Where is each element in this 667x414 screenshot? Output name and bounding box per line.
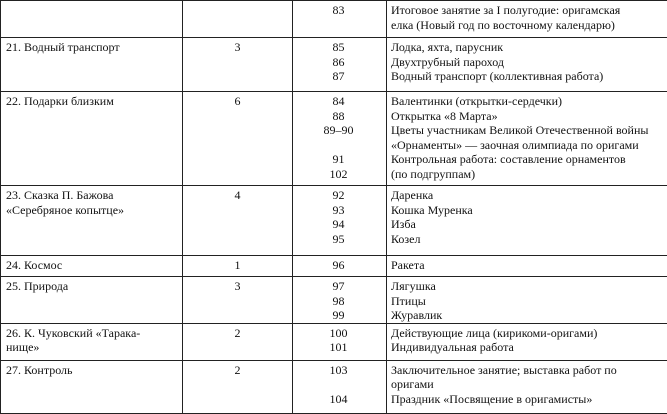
lesson-numbers-cell — [293, 38, 387, 92]
topic-text: 22. Подарки близким — [6, 94, 178, 109]
lesson-numbers-cell — [293, 277, 387, 324]
lesson-numbers-cell — [293, 92, 387, 186]
topic-text: 25. Природа — [6, 279, 178, 294]
lesson-number: 84 — [293, 94, 384, 109]
lesson-title: Итоговое занятие за I полугодие: оригамская — [391, 3, 663, 18]
table-row — [1, 38, 667, 92]
lessons-cell — [387, 256, 667, 277]
lesson-number: 100 — [293, 326, 384, 341]
hours-cell — [183, 186, 293, 256]
hours-value: 3 — [183, 40, 292, 55]
topic-text: 27. Контроль — [6, 363, 178, 378]
table-row — [1, 92, 667, 186]
lesson-title: Действующие лица (кирикоми-оригами) — [391, 326, 663, 341]
topic-text: 21. Водный транспорт — [6, 40, 178, 55]
lessons-cell — [387, 1, 667, 38]
lesson-title: Журавлик — [391, 308, 663, 323]
hours-cell — [183, 38, 293, 92]
lesson-title: Водный транспорт (коллективная работа) — [391, 69, 663, 84]
lesson-numbers-cell — [293, 323, 387, 360]
lesson-title: «Орнаменты» — заочная олимпиада по оригами — [391, 138, 663, 153]
table-row — [1, 256, 667, 277]
lessons-cell — [387, 186, 667, 256]
lesson-numbers-cell — [293, 186, 387, 256]
lesson-numbers-cell — [293, 360, 387, 413]
lesson-title: Козел — [391, 232, 663, 247]
lesson-title: Цветы участникам Великой Отечественной войны — [391, 123, 663, 138]
topic-cell — [1, 92, 183, 186]
lessons-cell — [387, 38, 667, 92]
lesson-number: 88 — [293, 109, 384, 124]
topic-text: 23. Сказка П. Бажова — [6, 188, 178, 203]
lesson-title: Контрольная работа: составление орнаментов — [391, 152, 663, 167]
topic-cell — [1, 186, 183, 256]
table-row — [1, 1, 667, 38]
lesson-title: Кошка Муренка — [391, 203, 663, 218]
topic-text: нище» — [6, 340, 178, 355]
table-row — [1, 323, 667, 360]
topic-cell — [1, 360, 183, 413]
hours-value: 3 — [183, 279, 292, 294]
lesson-title: оригами — [391, 377, 663, 392]
table-row — [1, 277, 667, 324]
lesson-number: 103 — [293, 363, 384, 378]
hours-cell — [183, 256, 293, 277]
lesson-number: 87 — [293, 69, 384, 84]
hours-cell — [183, 92, 293, 186]
lessons-cell — [387, 360, 667, 413]
topic-text: 26. К. Чуковский «Тарака- — [6, 326, 178, 341]
lesson-title: Двухтрубный пароход — [391, 55, 663, 70]
lesson-title: Даренка — [391, 188, 663, 203]
topic-cell — [1, 1, 183, 38]
lessons-cell — [387, 277, 667, 324]
lesson-number: 86 — [293, 55, 384, 70]
lesson-title: Изба — [391, 217, 663, 232]
lesson-title: Лодка, яхта, парусник — [391, 40, 663, 55]
topic-text: 24. Космос — [6, 258, 178, 273]
lesson-number: 92 — [293, 188, 384, 203]
hours-value: 1 — [183, 258, 292, 273]
lesson-title: Валентинки (открытки-сердечки) — [391, 94, 663, 109]
lesson-number: 97 — [293, 279, 384, 294]
spacer — [293, 377, 384, 392]
table-row — [1, 186, 667, 256]
topic-cell — [1, 256, 183, 277]
lesson-number: 85 — [293, 40, 384, 55]
hours-value: 2 — [183, 326, 292, 341]
lesson-number: 94 — [293, 217, 384, 232]
hours-value: 2 — [183, 363, 292, 378]
lesson-number: 89–90 — [293, 123, 384, 138]
topic-cell — [1, 277, 183, 324]
lessons-cell — [387, 323, 667, 360]
lesson-title: Заключительное занятие; выставка работ по — [391, 363, 663, 378]
topic-cell — [1, 323, 183, 360]
topic-text: «Серебряное копытце» — [6, 203, 178, 218]
lesson-numbers-cell — [293, 1, 387, 38]
lesson-title: Лягушка — [391, 279, 663, 294]
lesson-number: 104 — [293, 392, 384, 407]
lesson-number: 98 — [293, 294, 384, 309]
lessons-cell — [387, 92, 667, 186]
lesson-title: Птицы — [391, 294, 663, 309]
hours-cell — [183, 277, 293, 324]
lesson-title: Ракета — [391, 258, 663, 273]
hours-cell — [183, 323, 293, 360]
lesson-number: 95 — [293, 232, 384, 247]
lesson-number: 91 — [293, 152, 384, 167]
lesson-numbers-cell — [293, 256, 387, 277]
hours-cell — [183, 360, 293, 413]
table-row — [1, 360, 667, 413]
spacer — [293, 138, 384, 153]
hours-value: 4 — [183, 188, 292, 203]
lesson-title: Индивидуальная работа — [391, 340, 663, 355]
hours-cell — [183, 1, 293, 38]
lesson-number: 83 — [293, 3, 384, 18]
lesson-number: 93 — [293, 203, 384, 218]
lesson-title: (по подгруппам) — [391, 167, 663, 182]
hours-value: 6 — [183, 94, 292, 109]
lesson-number: 96 — [293, 258, 384, 273]
lesson-title: Праздник «Посвящение в оригамисты» — [391, 392, 663, 407]
lesson-number: 102 — [293, 167, 384, 182]
topic-cell — [1, 38, 183, 92]
lesson-number: 101 — [293, 340, 384, 355]
lesson-number: 99 — [293, 308, 384, 323]
lesson-title: елка (Новый год по восточному календарю) — [391, 18, 663, 33]
lesson-title: Открытка «8 Марта» — [391, 109, 663, 124]
